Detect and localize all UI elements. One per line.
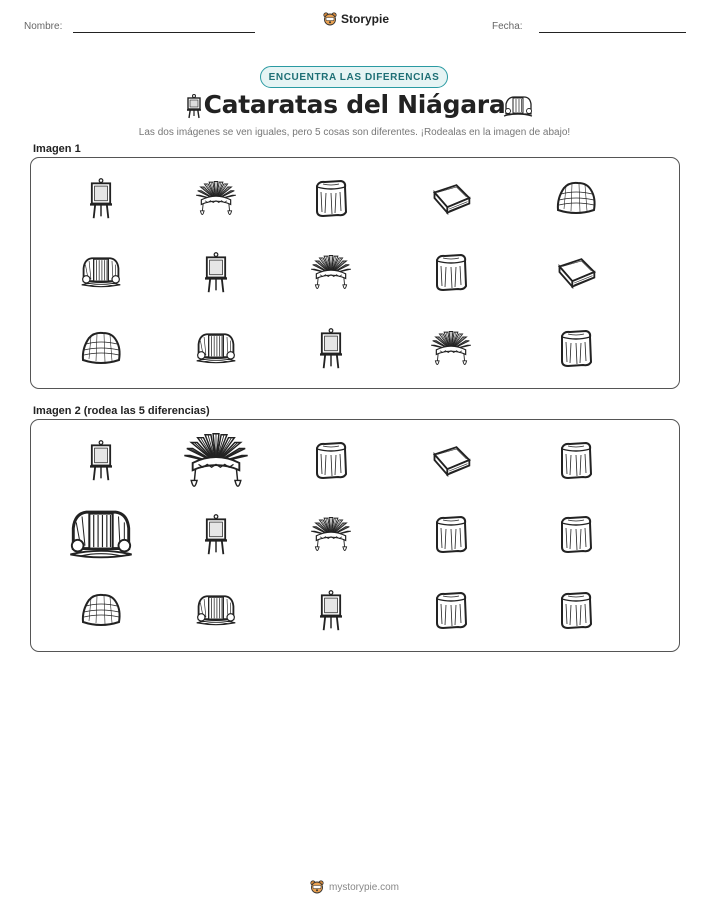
easel-icon: [309, 326, 353, 370]
rock-cube-icon[interactable]: [554, 512, 598, 556]
headdress-icon: [194, 176, 238, 220]
rock-cube-icon[interactable]: [554, 438, 598, 482]
rock-cube-icon[interactable]: [429, 512, 473, 556]
footer-site: mystorypie.com: [328, 881, 399, 893]
page-title: Cataratas del Niágara: [203, 90, 506, 119]
bear-icon: [323, 12, 337, 26]
instructions-text: Las dos imágenes se ven iguales, pero 5 cosas son diferentes. ¡Rodealas en la imagen de abajo!: [138, 127, 571, 138]
easel-icon: [194, 250, 238, 294]
book-icon: [429, 176, 473, 220]
image1-label: Imagen 1: [33, 143, 81, 155]
image2-label: Imagen 2 (rodea las 5 diferencias): [33, 405, 210, 417]
rock-cube-icon[interactable]: [554, 588, 598, 632]
rock-cube-icon: [554, 326, 598, 370]
rock-cube-icon[interactable]: [429, 588, 473, 632]
headdress-icon[interactable]: [181, 425, 251, 495]
rock-cube-icon[interactable]: [309, 438, 353, 482]
easel-icon: [79, 176, 123, 220]
brand-name: Storypie: [341, 12, 390, 26]
name-field-line[interactable]: [73, 32, 255, 33]
bear-icon: [310, 880, 324, 894]
rock-mound-icon: [79, 326, 123, 370]
waterfall-icon: [79, 250, 123, 294]
headdress-icon: [309, 250, 353, 294]
brand-logo: [323, 12, 389, 26]
footer: [0, 880, 709, 894]
waterfall-icon[interactable]: [66, 499, 136, 569]
waterfall-icon[interactable]: [194, 588, 238, 632]
easel-icon[interactable]: [194, 512, 238, 556]
date-label: Fecha:: [492, 21, 523, 32]
image1-panel: [30, 157, 680, 389]
waterfall-icon: [502, 92, 534, 120]
image2-panel[interactable]: [30, 419, 680, 652]
book-icon: [554, 250, 598, 294]
easel-icon[interactable]: [309, 588, 353, 632]
easel-icon[interactable]: [79, 438, 123, 482]
headdress-icon[interactable]: [309, 512, 353, 556]
rock-cube-icon: [309, 176, 353, 220]
name-label: Nombre:: [24, 21, 63, 32]
rock-cube-icon: [429, 250, 473, 294]
rock-mound-icon: [554, 176, 598, 220]
rock-mound-icon[interactable]: [79, 588, 123, 632]
book-icon[interactable]: [429, 438, 473, 482]
date-field-line[interactable]: [539, 32, 686, 33]
activity-badge: ENCUENTRA LAS DIFERENCIAS: [260, 66, 448, 88]
headdress-icon: [429, 326, 473, 370]
waterfall-icon: [194, 326, 238, 370]
